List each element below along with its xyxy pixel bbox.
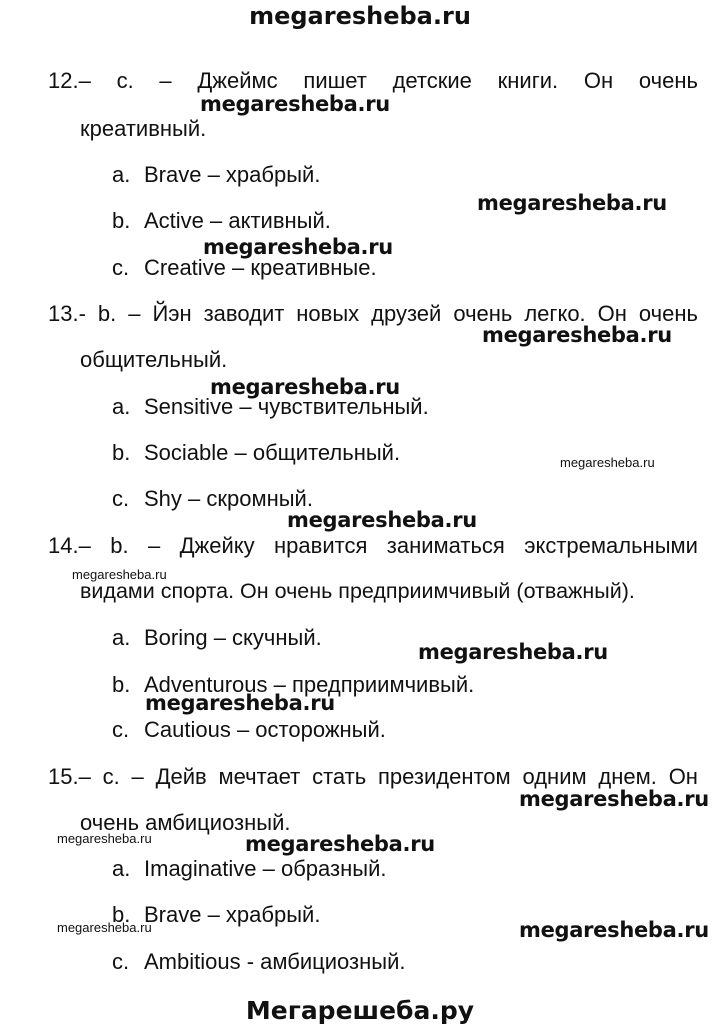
- q13-line2: общительный.: [80, 347, 228, 372]
- word: –: [147, 533, 161, 558]
- word: Дейв: [155, 764, 207, 789]
- watermark: megaresheba.ru: [145, 691, 335, 715]
- word: 15.–: [48, 764, 91, 789]
- q15-option-a: [112, 856, 386, 882]
- option-letter: c.: [112, 949, 130, 974]
- option-letter: c.: [112, 255, 130, 280]
- watermark: megaresheba.ru: [203, 235, 393, 259]
- option-text: Sensitive – чувствительный.: [144, 394, 429, 419]
- q12-option-b: [112, 208, 331, 234]
- option-letter: b.: [112, 440, 131, 465]
- word: Джейку: [179, 533, 255, 558]
- option-text: Ambitious - амбициозный.: [144, 949, 406, 974]
- option-text: Imaginative – образный.: [144, 856, 387, 881]
- option-letter: b.: [112, 672, 131, 697]
- option-text: Cautious – осторожный.: [144, 717, 386, 742]
- word: 12.–: [48, 68, 91, 93]
- watermark: megaresheba.ru: [57, 831, 152, 846]
- word: пишет: [303, 68, 367, 93]
- word: одним: [522, 764, 587, 789]
- watermark: megaresheba.ru: [245, 832, 435, 856]
- option-letter: a.: [112, 856, 131, 881]
- word: детские: [392, 68, 472, 93]
- option-text: Shy – скромный.: [144, 486, 313, 511]
- word: очень: [638, 301, 698, 326]
- word: c.: [102, 764, 120, 789]
- word: стать: [312, 764, 367, 789]
- watermark: megaresheba.ru: [287, 508, 477, 532]
- word: b.: [97, 301, 117, 326]
- word: –: [159, 68, 172, 93]
- word: заводит: [203, 301, 285, 326]
- option-text: Boring – скучный.: [144, 625, 322, 650]
- word: c.: [116, 68, 134, 93]
- word: легко.: [524, 301, 586, 326]
- word: b.: [110, 533, 129, 558]
- header-watermark: megaresheba.ru: [249, 2, 471, 30]
- word: –: [131, 764, 144, 789]
- option-letter: c.: [112, 717, 130, 742]
- q15-line2: очень амбициозный.: [80, 810, 291, 835]
- word: Джеймс: [197, 68, 278, 93]
- word: экстремальными: [524, 533, 698, 558]
- watermark: megaresheba.ru: [477, 191, 667, 215]
- watermark: megaresheba.ru: [72, 567, 167, 582]
- q15-option-c: [112, 949, 405, 975]
- watermark: megaresheba.ru: [519, 787, 709, 811]
- q14-line2: видами спорта. Он очень предприимчивый (отважный).: [80, 579, 635, 603]
- option-text: Brave – храбрый.: [144, 162, 321, 187]
- word: очень: [453, 301, 513, 326]
- option-letter: c.: [112, 486, 130, 511]
- word: Он: [597, 301, 627, 326]
- footer-watermark: Мегарешеба.ру: [245, 996, 475, 1025]
- q14-option-c: [112, 717, 386, 743]
- word: очень: [638, 68, 698, 93]
- word: друзей: [371, 301, 442, 326]
- word: заниматься: [386, 533, 505, 558]
- word: 14.–: [48, 533, 91, 558]
- word: нравится: [274, 533, 368, 558]
- q13-option-b: [112, 440, 400, 466]
- option-letter: b.: [112, 208, 131, 233]
- option-letter: a.: [112, 625, 131, 650]
- watermark: megaresheba.ru: [210, 375, 400, 399]
- word: –: [128, 301, 141, 326]
- word: Йэн: [152, 301, 192, 326]
- option-text: Creative – креативные.: [144, 255, 377, 280]
- watermark: megaresheba.ru: [200, 92, 390, 116]
- word: днем.: [598, 764, 657, 789]
- option-text: Brave – храбрый.: [144, 902, 321, 927]
- option-text: Sociable – общительный.: [144, 440, 401, 465]
- option-letter: a.: [112, 162, 131, 187]
- word: Он: [668, 764, 698, 789]
- q14-option-a: [112, 625, 322, 651]
- option-letter: b.: [112, 902, 131, 927]
- q13-option-c: [112, 486, 313, 512]
- watermark: megaresheba.ru: [482, 323, 672, 347]
- option-letter: a.: [112, 394, 131, 419]
- word: 13.-: [48, 301, 86, 326]
- watermark: megaresheba.ru: [418, 640, 608, 664]
- option-text: Adventurous – предприимчивый.: [144, 672, 475, 697]
- watermark: megaresheba.ru: [57, 920, 152, 935]
- option-text: Active – активный.: [144, 208, 331, 233]
- q14-line1: [48, 533, 698, 559]
- word: мечтает: [218, 764, 301, 789]
- word: Он: [583, 68, 614, 93]
- q12-line1: [48, 68, 698, 94]
- watermark: megaresheba.ru: [519, 918, 709, 942]
- word: президентом: [377, 764, 511, 789]
- q12-line2: креативный.: [80, 116, 207, 141]
- watermark: megaresheba.ru: [560, 455, 655, 470]
- q12-option-a: [112, 162, 320, 188]
- word: новых: [296, 301, 360, 326]
- word: книги.: [497, 68, 559, 93]
